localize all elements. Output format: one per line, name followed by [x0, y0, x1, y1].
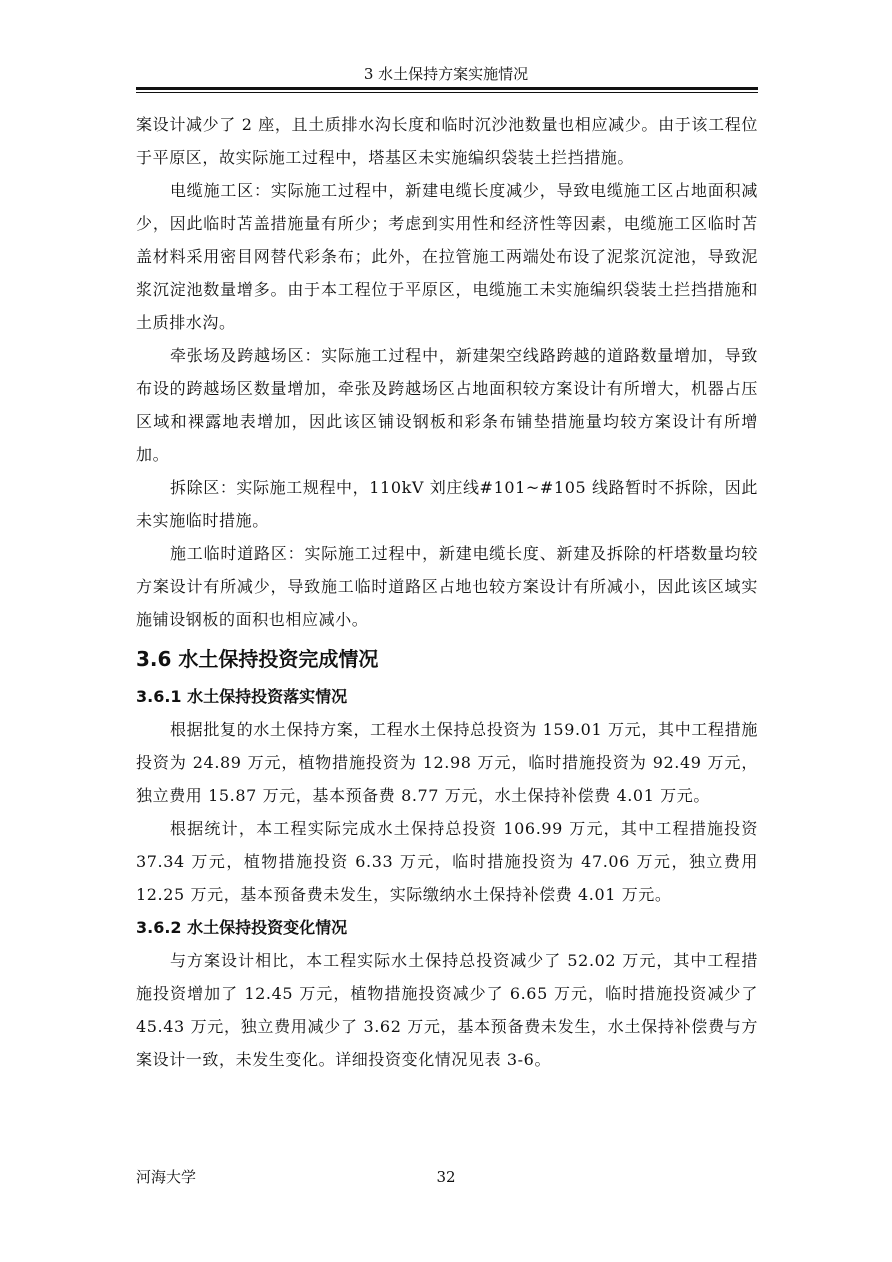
body-content [136, 108, 758, 1076]
footer-institution: 河海大学 [136, 1168, 197, 1186]
paragraph-tower-area-cont: 案设计减少了 2 座，且土质排水沟长度和临时沉沙池数量也相应减少。由于该工程位于平原区，故实际施工过程中，塔基区未实施编织袋装土拦挡措施。 [136, 115, 758, 167]
header-rule-thick [136, 87, 758, 90]
paragraph-temp-road-area: 施工临时道路区：实际施工过程中，新建电缆长度、新建及拆除的杆塔数量均较方案设计有所减少，导致施工临时道路区占地也较方案设计有所减小，因此该区域实施铺设钢板的面积也相应减小。 [136, 544, 758, 629]
paragraph-tension-crossing-area: 牵张场及跨越场区：实际施工过程中，新建架空线路跨越的道路数量增加，导致布设的跨越场区数量增加，牵张及跨越场区占地面积较方案设计有所增大，机器占压区域和裸露地表增加，因此该区铺设钢板和彩条布铺垫措施量均较方案设计有所增加。 [136, 346, 758, 464]
paragraph-cable-area: 电缆施工区：实际施工过程中，新建电缆长度减少，导致电缆施工区占地面积减少，因此临时苫盖措施量有所少；考虑到实用性和经济性等因素，电缆施工区临时苫盖材料采用密目网替代彩条布；此外，在拉管施工两端处布设了泥浆沉淀池，导致泥浆沉淀池数量增多。由于本工程位于平原区，电缆施工未实施编织袋装土拦挡措施和土质排水沟。 [136, 181, 758, 332]
paragraph-investment-change: 与方案设计相比，本工程实际水土保持总投资减少了 52.02 万元，其中工程措施投资增加了 12.45 万元，植物措施投资减少了 6.65 万元，临时措施投资减少了 45.43 万元，独立费用减少了 3.62 万元，基本预备费未发生，水土保持补偿费与方案设计一致，未发生变化。详细投资变化情况见表 3-6。 [136, 951, 758, 1069]
subsection-heading-1: 3.6.1 水土保持投资落实情况 [136, 687, 348, 706]
running-header: 3 水土保持方案实施情况 [363, 65, 529, 83]
header-rule-thin [136, 92, 758, 93]
section-heading: 3.6 水土保持投资完成情况 [136, 647, 379, 671]
paragraph-actual-investment: 根据统计，本工程实际完成水土保持总投资 106.99 万元，其中工程措施投资 37.34 万元，植物措施投资 6.33 万元，临时措施投资为 47.06 万元，独立费用 12.25 万元，基本预备费未发生，实际缴纳水土保持补偿费 4.01 万元。 [136, 819, 758, 904]
footer-page-number: 32 [436, 1168, 456, 1186]
paragraph-approved-investment: 根据批复的水土保持方案，工程水土保持总投资为 159.01 万元，其中工程措施投资为 24.89 万元，植物措施投资为 12.98 万元，临时措施投资为 92.49 万元，独立费用 15.87 万元，基本预备费 8.77 万元，水土保持补偿费 4.01 万元。 [136, 720, 758, 805]
paragraph-demolition-area: 拆除区：实际施工规程中，110kV 刘庄线#101~#105 线路暂时不拆除，因此未实施临时措施。 [136, 478, 758, 530]
subsection-heading-2: 3.6.2 水土保持投资变化情况 [136, 918, 348, 937]
